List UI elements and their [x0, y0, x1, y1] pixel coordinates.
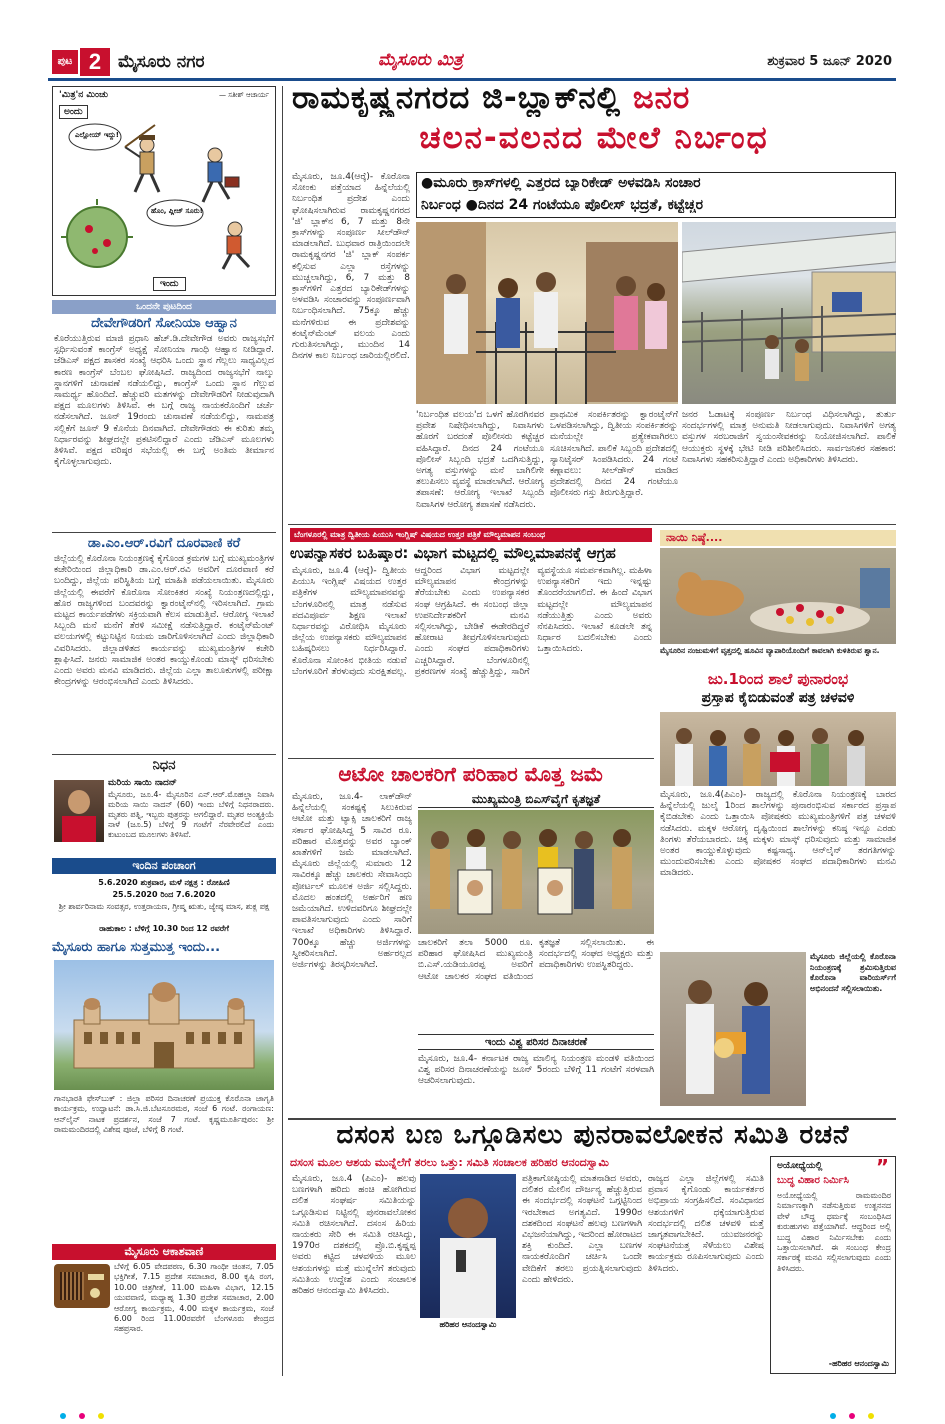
bottom-subhead: ದಸಂಸ ಮೂಲ ಆಶಯ ಮುನ್ನೆಲೆಗೆ ತರಲು ಒತ್ತು: ಸಮಿತಿ ಸಂಚಾಲಕ ಹರಿಹರ ಆನಂದಸ್ವಾಮಿ	[290, 1156, 609, 1169]
schools-caption: ಮೈಸೂರು ಜಿಲ್ಲೆಯಲ್ಲಿ ಕೊರೊನಾ ನಿಯಂತ್ರಣಕ್ಕೆ ಶ್ರಮಿಸುತ್ತಿರುವ ಕೊರೊನಾ ವಾರಿಯರ್ಸ್‍ಗೆ ಅಭಿನಂದನೆ ಸಲ್ಲಿಸಲಾಯಿತು.	[810, 952, 896, 993]
exam-kicker: ಬೆಂಗಳೂರಲ್ಲಿ ಮಾತ್ರ ದ್ವಿತೀಯ ಪಿಯುಸಿ ಇಂಗ್ಲಿಷ್ ವಿಷಯದ ಉತ್ತರ ಪತ್ರಿಕೆ ಮೌಲ್ಯಮಾಪನ ಸಂಬಂಧ	[290, 528, 652, 542]
column-rule	[282, 86, 283, 1376]
schools-body: ಮೈಸೂರು, ಜೂ.4(ಪಿಎಂ)- ರಾಜ್ಯದಲ್ಲಿ ಕೊರೊನಾ ನಿಯಂತ್ರಣಕ್ಕೆ ಬಾರದ ಹಿನ್ನೆಲೆಯಲ್ಲಿ ಜುಲೈ 1ರಿಂದ ಶಾಲೆಗಳನ್ನು ಪುನಾರಂಭಿಸುವ ಸರ್ಕಾರದ ಪ್ರಸ್ತಾಪ ಕೈಬಿಡಬೇಕು ಎಂದು ಒತ್ತಾಯಿಸಿ ಪೋಷಕರು ಮುಖ್ಯಮಂತ್ರಿಗಳಿಗೆ ಪತ್ರ ಚಳವಳಿ ನಡೆಸಿದರು. ಮಕ್ಕಳ ಆರೋಗ್ಯ ದೃಷ್ಟಿಯಿಂದ ಶಾಲೆಗಳನ್ನು ಕನಿಷ್ಠ ಇನ್ನೂ ಎರಡು ತಿಂಗಳು ತೆರೆಯಬಾರದು. ಚಿಕ್ಕ ಮಕ್ಕಳು ಮಾಸ್ಕ್ ಧರಿಸುವುದು ಮತ್ತು ಸಾಮಾಜಿಕ ಅಂತರ ಕಾಯ್ದುಕೊಳ್ಳುವುದು ಕಷ್ಟಸಾಧ್ಯ. ಆನ್‍ಲೈನ್ ತರಗತಿಗಳನ್ನು ಮುಂದುವರಿಸಬೇಕು ಎಂದು ಪೋಷಕರ ಸಂಘದ ಪದಾಧಿಕಾರಿಗಳು ಮನವಿ ಮಾಡಿದರು.	[660, 790, 896, 879]
mysore-today-body: ಗಾನಭಾರತಿ ಫೇಸ್‍ಬುಕ್ : ಜಿಲ್ಲಾ ಪರಿಸರ ದಿನಾಚರಣೆ ಪ್ರಯುಕ್ತ ಕೊರೊನಾ ಜಾಗೃತಿ ಕಾರ್ಯಕ್ರಮ, ಉದ್ಘಾಟನೆ: ಡಾ.ಸಿ.ಜಿ.ಬೆಟಸೂರಮಠ, ಸಂಜೆ 6 ಗಂಟೆ. ರಂಗಾಯಣ: ಆನ್‍ಲೈನ್ ನಾಟಕ ಪ್ರದರ್ಶನ, ಸಂಜೆ 7 ಗಂಟೆ. ಕೃಷ್ಣಮೂರ್ತಿಪುರಂ: ಶ್ರೀ ರಾಮಮಂದಿರದಲ್ಲಿ ವಿಶೇಷ ಪೂಜೆ, ಬೆಳಿಗ್ಗೆ 8 ಗಂಟೆ.	[54, 1094, 274, 1135]
schools-photo	[660, 712, 896, 786]
lead-col1: ಮೈಸೂರು, ಜೂ.4(ಆರ್‍ಕೆ)- ಕೊರೊನಾ ಸೋಂಕು ಪತ್ತೆಯಾದ ಹಿನ್ನೆಲೆಯಲ್ಲಿ ನಿರ್ಬಂಧಿತ ಪ್ರದೇಶ ಎಂದು ಘೋಷಿಸಲಾಗಿರುವ ರಾಮಕೃಷ್ಣನಗರದ 'ಜಿ' ಬ್ಲಾಕ್‍ನ 6, 7 ಮತ್ತು 8ನೇ ಕ್ರಾಸ್‍ಗಳನ್ನು ಸಂಪೂರ್ಣ ಸೀಲ್‍ಡೌನ್ ಮಾಡಲಾಗಿದೆ. ಬುಧವಾರ ರಾತ್ರಿಯಿಂದಲೇ ರಾಮಕೃಷ್ಣನಗರ 'ಜಿ' ಬ್ಲಾಕ್ ಸಂಪರ್ಕ ಕಲ್ಪಿಸುವ ಎಲ್ಲಾ ರಸ್ತೆಗಳನ್ನು ಮುಚ್ಚಲಾಗಿದ್ದು, 6, 7 ಮತ್ತು 8 ಕ್ರಾಸ್‍ಗಳಿಗೆ ಎತ್ತರದ ಬ್ಯಾರಿಕೇಡ್‍ಗಳನ್ನು ಅಳವಡಿಸಿ ಸಂಚಾರವನ್ನು ಸಂಪೂರ್ಣವಾಗಿ ನಿರ್ಬಂಧಿಸಲಾಗಿದೆ. 75ಕ್ಕೂ ಹೆಚ್ಚು ಮನೆಗಳಿರುವ ಈ ಪ್ರದೇಶವನ್ನು ಕಂಟೈನ್‍ಮೆಂಟ್ ವಲಯ ಎಂದು ಗುರುತಿಸಲಾಗಿದ್ದು, ಮುಂದಿನ 14 ದಿನಗಳ ಕಾಲ ನಿರ್ಬಂಧ ಜಾರಿಯಲ್ಲಿರಲಿದೆ.	[292, 172, 410, 362]
divider	[288, 524, 896, 525]
lead-photo-health-check	[416, 222, 678, 404]
palace-photo	[54, 960, 274, 1090]
lead-col3: ಪ್ರಾಥಮಿಕ ಸಂಪರ್ಕಿತರನ್ನು ಕ್ವಾರಂಟೈನ್‍ಗೆ ಒಳಪಡಿಸಲಾಗಿದ್ದು, ದ್ವಿತೀಯ ಸಂಪರ್ಕಿತರನ್ನು ಮನೆಯಲ್ಲೇ ಪ್ರತ್ಯೇಕವಾಗಿರಲು ಸೂಚಿಸಲಾಗಿದೆ. ಪಾಲಿಕೆ ಸಿಬ್ಬಂದಿ ಪ್ರದೇಶದಲ್ಲಿ ಸ್ಯಾನಿಟೈಸರ್ ಸಿಂಪಡಿಸಿದರು. 24 ಗಂಟೆ ಕಣ್ಗಾವಲು: ಸೀಲ್‍ಡೌನ್ ಮಾಡಿದ ಪ್ರದೇಶದಲ್ಲಿ ದಿನದ 24 ಗಂಟೆಯೂ ಪೊಲೀಸರು ಗಸ್ತು ತಿರುಗುತ್ತಿದ್ದಾರೆ.	[550, 410, 678, 499]
registration-marks	[830, 1404, 890, 1412]
panchanga-line1: 5.6.2020 ಶುಕ್ರವಾರ, ಮಳೆ ನಕ್ಷತ್ರ : ರೋಹಿಣಿ	[98, 878, 230, 887]
dog-caption: ಮೈಸೂರಿನ ನಂಜುಮಳಿಗೆ ವೃತ್ತದಲ್ಲಿ ಹೂವಿನ ವ್ಯಾಪಾರಿಯೊಂದಿಗೆ ಕಾವಲಾಗಿ ಕುಳಿತಿರುವ ಶ್ವಾನ.	[660, 646, 880, 655]
bottom-col3: ರಾಜ್ಯದ ಎಲ್ಲಾ ಜಿಲ್ಲೆಗಳಲ್ಲಿ ಸಮಿತಿ ಪ್ರವಾಸ ಕೈಗೊಂಡು ಕಾರ್ಯಕರ್ತರ ಅಭಿಪ್ರಾಯ ಸಂಗ್ರಹಿಸಲಿದೆ. ಸಂವಿಧಾನದ ಆಶಯಗಳಿಗೆ ಧಕ್ಕೆಯಾಗುತ್ತಿರುವ ಸಂದರ್ಭದಲ್ಲಿ ದಲಿತ ಚಳವಳಿ ಮತ್ತೆ ಜಾಗೃತವಾಗಬೇಕಿದೆ. ಯುವಜನರನ್ನು ಸಂಘಟನೆಯತ್ತ ಸೆಳೆಯಲು ವಿಶೇಷ ಕಾರ್ಯಕ್ರಮ ರೂಪಿಸಲಾಗುವುದು ಎಂದು ತಿಳಿಸಿದರು.	[648, 1174, 764, 1274]
ayodhya-byline: -ಹರಿಹರ ಆನಂದಸ್ವಾಮಿ	[828, 1359, 889, 1368]
continued-band: ಒಂದನೇ ಪುಟದಿಂದ	[52, 300, 276, 314]
ayodhya-box	[770, 1156, 896, 1374]
story1-headline: ದೇವೇಗೌಡರಿಗೆ ಸೋನಿಯಾ ಆಹ್ವಾನ	[91, 316, 237, 331]
radio-body: ಬೆಳಿಗ್ಗೆ 6.05 ವೇದಪಠಣ, 6.30 ಗಾಂಧೀ ಚಿಂತನ, 7.05 ಭಕ್ತಿಗೀತೆ, 7.15 ಪ್ರದೇಶ ಸಮಾಚಾರ, 8.00 ಕೃಷಿ ರಂಗ, 10.00 ಚಿತ್ರಗೀತೆ, 11.00 ಮಹಿಳಾ ವಿಭಾಗ, 12.15 ಯುವವಾಣಿ, ಮಧ್ಯಾಹ್ನ 1.30 ಪ್ರದೇಶ ಸಮಾಚಾರ, 2.00 ಆರೋಗ್ಯ ಕಾರ್ಯಕ್ರಮ, 4.00 ಮಕ್ಕಳ ಕಾರ್ಯಕ್ರಮ, ಸಂಜೆ 6.00 ರಿಂದ 11.00ರವರೆಗೆ ಬೆಂಗಳೂರು ಕೇಂದ್ರದ ಸಹಪ್ರಸಾರ.	[114, 1262, 274, 1334]
lead-col4: ಜನರ ಓಡಾಟಕ್ಕೆ ಸಂಪೂರ್ಣ ನಿರ್ಬಂಧ ವಿಧಿಸಲಾಗಿದ್ದು, ತುರ್ತು ಸಂದರ್ಭಗಳಲ್ಲಿ ಮಾತ್ರ ಅನುಮತಿ ನೀಡಲಾಗುವುದು. ನಿವಾಸಿಗಳಿಗೆ ಅಗತ್ಯ ವಸ್ತುಗಳ ಸರಬರಾಜಿಗೆ ಸ್ವಯಂಸೇವಕರನ್ನು ನಿಯೋಜಿಸಲಾಗಿದೆ. ಪಾಲಿಕೆ ಆಯುಕ್ತರು ಸ್ಥಳಕ್ಕೆ ಭೇಟಿ ನೀಡಿ ಪರಿಶೀಲಿಸಿದರು. ಸಾರ್ವಜನಿಕರ ಸಹಕಾರ: ನಿವಾಸಿಗಳು ಸಹಕರಿಸುತ್ತಿದ್ದಾರೆ ಎಂದು ಅಧಿಕಾರಿಗಳು ತಿಳಿಸಿದರು.	[682, 410, 896, 465]
exam-headline: ಉಪನ್ಯಾಸಕರ ಬಹಿಷ್ಕಾರ: ವಿಭಾಗ ಮಟ್ಟದಲ್ಲಿ ಮೌಲ್ಯಮಾಪನಕ್ಕೆ ಆಗ್ರಹ	[290, 544, 616, 562]
auto-headline: ಆಟೋ ಚಾಲಕರಿಗೆ ಪರಿಹಾರ ಮೊತ್ತ ಜಮೆ	[338, 762, 604, 786]
cartoon-bubble-1: ಎಲ್ಲೋಯ್ ಇದ್ದು!	[75, 131, 119, 139]
paper-name: ಮೈಸೂರು ಮಿತ್ರ	[378, 50, 463, 70]
auto-body: ಮೈಸೂರು, ಜೂ.4- ಲಾಕ್‍ಡೌನ್ ಹಿನ್ನೆಲೆಯಲ್ಲಿ ಸಂಕಷ್ಟಕ್ಕೆ ಸಿಲುಕಿರುವ ಆಟೋ ಮತ್ತು ಟ್ಯಾಕ್ಸಿ ಚಾಲಕರಿಗೆ ರಾಜ್ಯ ಸರ್ಕಾರ ಘೋಷಿಸಿದ್ದ 5 ಸಾವಿರ ರೂ. ಪರಿಹಾರ ಮೊತ್ತವನ್ನು ಅವರ ಬ್ಯಾಂಕ್ ಖಾತೆಗಳಿಗೆ ಜಮೆ ಮಾಡಲಾಗಿದೆ. ಮೈಸೂರು ಜಿಲ್ಲೆಯಲ್ಲಿ ಸುಮಾರು 12 ಸಾವಿರಕ್ಕೂ ಹೆಚ್ಚು ಚಾಲಕರು ಸೇವಾಸಿಂಧು ಪೋರ್ಟಲ್ ಮೂಲಕ ಅರ್ಜಿ ಸಲ್ಲಿಸಿದ್ದರು. ಮೊದಲ ಹಂತದಲ್ಲಿ ಅರ್ಹರಿಗೆ ಹಣ ಜಮೆಯಾಗಿದೆ. ಉಳಿದವರಿಗೂ ಶೀಘ್ರದಲ್ಲೇ ಪಾವತಿಸಲಾಗುವುದು ಎಂದು ಸಾರಿಗೆ ಇಲಾಖೆ ಅಧಿಕಾರಿಗಳು ತಿಳಿಸಿದ್ದಾರೆ. 700ಕ್ಕೂ ಹೆಚ್ಚು ಅರ್ಜಿಗಳನ್ನು ಸ್ವೀಕರಿಸಲಾಗಿದೆ. ಅರ್ಹರಲ್ಲದ ಅರ್ಜಿಗಳನ್ನು ತಿರಸ್ಕರಿಸಲಾಗಿದೆ.	[292, 792, 412, 971]
story2-headline: ಡಾ.ಎಂ.ಆರ್.ರವಿಗೆ ದೂರವಾಣಿ ಕರೆ	[87, 536, 241, 551]
bottom-photo-caption: ಹರಿಹರ ಆನಂದಸ್ವಾಮಿ	[439, 1320, 497, 1329]
registration-marks	[60, 1404, 120, 1412]
obituary-name: ಮರಿಯ ಸಾಯಿ ನಾದನ್	[108, 778, 177, 788]
story1-body: ಕೊರೆಯುತ್ತಿರುವ ಮಾಜಿ ಪ್ರಧಾನಿ ಹೆಚ್.ಡಿ.ದೇವೇಗೌಡ ಅವರು ರಾಜ್ಯಸಭೆಗೆ ಸ್ಪರ್ಧಿಸುವಂತೆ ಕಾಂಗ್ರೆಸ್ ಅಧ್ಯಕ್ಷೆ ಸೋನಿಯಾ ಗಾಂಧಿ ಆಹ್ವಾನ ನೀಡಿದ್ದಾರೆ. ಜೆಡಿಎಸ್ ಪಕ್ಷದ ಶಾಸಕರ ಸಂಖ್ಯೆ ಆಧರಿಸಿ ಒಂದು ಸ್ಥಾನ ಗೆಲ್ಲಲು ಸಾಧ್ಯವಿಲ್ಲದ ಕಾರಣ ಕಾಂಗ್ರೆಸ್ ಬೆಂಬಲ ಘೋಷಿಸಿದೆ. ರಾಜ್ಯದಿಂದ ರಾಜ್ಯಸಭೆಗೆ ನಾಲ್ಕು ಸ್ಥಾನಗಳಿಗೆ ಚುನಾವಣೆ ನಡೆಯಲಿದ್ದು, ಕಾಂಗ್ರೆಸ್ ಒಂದು ಸ್ಥಾನ ಗೆಲ್ಲುವ ಸಾಮರ್ಥ್ಯ ಹೊಂದಿದೆ. ಹೆಚ್ಚುವರಿ ಮತಗಳನ್ನು ದೇವೇಗೌಡರಿಗೆ ನೀಡುವುದಾಗಿ ಪಕ್ಷದ ಮೂಲಗಳು ತಿಳಿಸಿವೆ. ಈ ಬಗ್ಗೆ ರಾಜ್ಯ ನಾಯಕರೊಂದಿಗೆ ಚರ್ಚೆ ನಡೆಸಲಾಗಿದೆ. ಜೂನ್ 19ರಂದು ಚುನಾವಣೆ ನಡೆಯಲಿದ್ದು, ನಾಮಪತ್ರ ಸಲ್ಲಿಕೆಗೆ ಜೂನ್ 9 ಕೊನೆಯ ದಿನವಾಗಿದೆ. ದೇವೇಗೌಡರು ಈ ಕುರಿತು ತಮ್ಮ ನಿರ್ಧಾರವನ್ನು ಶೀಘ್ರದಲ್ಲೇ ಪ್ರಕಟಿಸಲಿದ್ದಾರೆ ಎಂದು ಜೆಡಿಎಸ್ ಮೂಲಗಳು ತಿಳಿಸಿವೆ. ಪಕ್ಷದ ವರಿಷ್ಠರ ಸಭೆಯಲ್ಲಿ ಈ ಬಗ್ಗೆ ಅಂತಿಮ ತೀರ್ಮಾನ ಕೈಗೊಳ್ಳಲಾಗುವುದು.	[54, 334, 274, 468]
masthead	[48, 48, 896, 78]
auto-thanks-banner: ಮುಖ್ಯಮಂತ್ರಿ ಬಿಎಸ್‍ವೈಗೆ ಕೃತಜ್ಞತೆ	[418, 790, 654, 808]
cartoon-artist: — ಸತೀಶ್ ಆಚಾರ್ಯ	[219, 91, 269, 99]
radio-band: ಮೈಸೂರು ಆಕಾಶವಾಣಿ	[52, 1244, 276, 1260]
cartoon-drawing	[55, 117, 273, 277]
dog-headline: ನಾಯಿ ನಿಷ್ಠೆ....	[660, 530, 896, 546]
lead-headline-1-red: ಜನರ	[632, 80, 691, 116]
panchanga-rahu: ರಾಹುಕಾಲ : ಬೆಳಿಗ್ಗೆ 10.30 ರಿಂದ 12 ರವರೆಗೆ	[99, 924, 229, 933]
lead-headline-2: ಚಲನ-ವಲನದ ಮೇಲೆ ನಿರ್ಬಂಧ	[419, 120, 769, 156]
obituary-body: ಮೈಸೂರು, ಜೂ.4- ಮೈಸೂರಿನ ಎನ್.ಆರ್.ಮೊಹಲ್ಲಾ ನಿವಾಸಿ ಮರಿಯ ಸಾಯಿ ನಾದನ್ (60) ಇಂದು ಬೆಳಿಗ್ಗೆ ನಿಧನರಾದರು. ಮೃತರು ಪತ್ನಿ, ಇಬ್ಬರು ಪುತ್ರರನ್ನು ಅಗಲಿದ್ದಾರೆ. ಮೃತರ ಅಂತ್ಯಕ್ರಿಯೆ ನಾಳೆ (ಜೂ.5) ಬೆಳಿಗ್ಗೆ 9 ಗಂಟೆಗೆ ನೆರವೇರಲಿದೆ ಎಂದು ಕುಟುಂಬದ ಮೂಲಗಳು ತಿಳಿಸಿವೆ.	[108, 790, 274, 839]
panchanga-line2: 25.5.2020 ರಿಂದ 7.6.2020	[112, 890, 216, 899]
lead-headline-1-text: ರಾಮಕೃಷ್ಣನಗರದ ಜಿ-ಬ್ಲಾಕ್‍ನಲ್ಲಿ	[292, 80, 622, 116]
mysore-today-title: ಮೈಸೂರು ಹಾಗೂ ಸುತ್ತಮುತ್ತ ಇಂದು...	[52, 940, 221, 955]
panchanga-band: ಇಂದಿನ ಪಂಚಾಂಗ	[52, 858, 276, 874]
cartoon-tag-bottom: ಇಂದು	[153, 277, 186, 291]
bottom-portrait	[420, 1174, 516, 1318]
radio-photo	[54, 1264, 110, 1308]
lead-photo-barricade	[682, 222, 896, 404]
lead-deck	[416, 172, 896, 218]
auto-thanks-photo	[418, 810, 654, 934]
divider	[288, 758, 654, 759]
ayodhya-quote-icon: ”	[875, 1155, 889, 1179]
divider	[52, 754, 276, 755]
cartoon-bubble-2: ಹೊಂ, ಪ್ಲೀಜ್ ಸೂರು!	[151, 207, 203, 215]
cartoon-tag-top: ಅಂದು	[59, 105, 88, 119]
obituary-section: ನಿಧನ	[152, 758, 176, 773]
page-number: 2	[80, 48, 110, 76]
cartoon-title: 'ಮಿತ್ರ'ನ ಮಿಂಚು	[59, 90, 109, 100]
auto-env-banner: ಇಂದು ವಿಶ್ವ ಪರಿಸರ ದಿನಾಚರಣೆ	[418, 1034, 654, 1050]
auto-thanks-body: ಚಾಲಕರಿಗೆ ತಲಾ 5000 ರೂ. ಪರಿಹಾರ ಘೋಷಿಸಿದ ಮುಖ್ಯಮಂತ್ರಿ ಬಿ.ಎಸ್.ಯಡಿಯೂರಪ್ಪ ಅವರಿಗೆ ಆಟೋ ಚಾಲಕರ ಸಂಘದ ವತಿಯಿಂದ ಕೃತಜ್ಞತೆ ಸಲ್ಲಿಸಲಾಯಿತು. ಈ ಸಂದರ್ಭದಲ್ಲಿ ಸಂಘದ ಅಧ್ಯಕ್ಷರು ಮತ್ತು ಪದಾಧಿಕಾರಿಗಳು ಉಪಸ್ಥಿತರಿದ್ದರು.	[418, 938, 654, 982]
lead-headline-1	[292, 80, 896, 117]
dog-photo	[660, 548, 896, 644]
obituary-photo	[54, 780, 104, 842]
cartoon-panel	[52, 86, 276, 296]
schools-headline-1: ಜು.1ರಿಂದ ಶಾಲೆ ಪುನಾರಂಭ	[707, 670, 849, 688]
ayodhya-kicker: ಅಯೋಧ್ಯೆಯಲ್ಲಿ	[777, 1161, 823, 1171]
lead-deck-line1: ●ಮೂರು ಕ್ರಾಸ್‍ಗಳಲ್ಲಿ ಎತ್ತರದ ಬ್ಯಾರಿಕೇಡ್ ಅಳವಡಿಸಿ ಸಂಚಾರ	[421, 175, 701, 191]
ayodhya-body: ಅಯೋಧ್ಯೆಯಲ್ಲಿ ರಾಮಮಂದಿರ ನಿರ್ಮಾಣಕ್ಕಾಗಿ ನಡೆಸುತ್ತಿರುವ ಉತ್ಖನನದ ವೇಳೆ ಬೌದ್ಧ ಧರ್ಮಕ್ಕೆ ಸಂಬಂಧಿಸಿದ ಕುರುಹುಗಳು ಪತ್ತೆಯಾಗಿವೆ. ಆದ್ದರಿಂದ ಅಲ್ಲಿ ಬುದ್ಧ ವಿಹಾರ ನಿರ್ಮಿಸಬೇಕು ಎಂದು ಒತ್ತಾಯಿಸಲಾಗಿದೆ. ಈ ಸಂಬಂಧ ಕೇಂದ್ರ ಸರ್ಕಾರಕ್ಕೆ ಮನವಿ ಸಲ್ಲಿಸಲಾಗುವುದು ಎಂದು ತಿಳಿಸಿದರು.	[777, 1191, 891, 1273]
bottom-col2: ಪತ್ರಿಕಾಗೋಷ್ಠಿಯಲ್ಲಿ ಮಾತನಾಡಿದ ಅವರು, ದಲಿತರ ಮೇಲಿನ ದೌರ್ಜನ್ಯ ಹೆಚ್ಚುತ್ತಿರುವ ಈ ಸಂದರ್ಭದಲ್ಲಿ ಸಂಘಟನೆ ಒಗ್ಗಟ್ಟಿನಿಂದ ಇರಬೇಕಾದ ಅಗತ್ಯವಿದೆ. 1990ರ ದಶಕದಿಂದ ಸಂಘಟನೆ ಹಲವು ಬಣಗಳಾಗಿ ವಿಭಜನೆಯಾಗಿದ್ದು, ಇದರಿಂದ ಹೋರಾಟದ ಶಕ್ತಿ ಕುಂದಿದೆ. ಎಲ್ಲಾ ಬಣಗಳ ನಾಯಕರೊಂದಿಗೆ ಚರ್ಚಿಸಿ ಒಂದೇ ವೇದಿಕೆಗೆ ತರಲು ಪ್ರಯತ್ನಿಸಲಾಗುವುದು ಎಂದು ಹೇಳಿದರು.	[522, 1174, 642, 1285]
auto-env-body: ಮೈಸೂರು, ಜೂ.4- ಕರ್ನಾಟಕ ರಾಜ್ಯ ಮಾಲಿನ್ಯ ನಿಯಂತ್ರಣ ಮಂಡಳಿ ವತಿಯಿಂದ ವಿಶ್ವ ಪರಿಸರ ದಿನಾಚರಣೆಯನ್ನು ಜೂನ್ 5ರಂದು ಬೆಳಿಗ್ಗೆ 11 ಗಂಟೆಗೆ ಸರಳವಾಗಿ ಆಚರಿಸಲಾಗುವುದು.	[418, 1054, 654, 1087]
bottom-col1: ಮೈಸೂರು, ಜೂ.4 (ಪಿಎಂ)- ಹಲವು ಬಣಗಳಾಗಿ ಹರಿದು ಹಂಚಿ ಹೋಗಿರುವ ದಲಿತ ಸಂಘರ್ಷ ಸಮಿತಿಯನ್ನು ಒಗ್ಗೂಡಿಸುವ ನಿಟ್ಟಿನಲ್ಲಿ ಪುನರಾವಲೋಕನ ಸಮಿತಿ ರಚಿಸಲಾಗಿದೆ. ದಸಂಸ ಹಿರಿಯ ನಾಯಕರು ಸೇರಿ ಈ ಸಮಿತಿ ರಚಿಸಿದ್ದು, 1970ರ ದಶಕದಲ್ಲಿ ಪ್ರೊ.ಬಿ.ಕೃಷ್ಣಪ್ಪ ಅವರು ಕಟ್ಟಿದ ಚಳವಳಿಯ ಮೂಲ ಆಶಯಗಳನ್ನು ಮತ್ತೆ ಮುನ್ನೆಲೆಗೆ ತರುವುದು ಸಮಿತಿಯ ಉದ್ದೇಶ ಎಂದು ಸಂಚಾಲಕ ಹರಿಹರ ಆನಂದಸ್ವಾಮಿ ತಿಳಿಸಿದರು.	[292, 1174, 416, 1297]
panchanga-body: ಶ್ರೀ ಶಾರ್ವರಿನಾಮ ಸಂವತ್ಸರ, ಉತ್ತರಾಯಣ, ಗ್ರೀಷ್ಮ ಋತು, ಜ್ಯೇಷ್ಠ ಮಾಸ, ಶುಕ್ಲ ಪಕ್ಷ	[58, 902, 270, 911]
page-label-box: ಪುಟ	[52, 50, 78, 74]
exam-body: ಮೈಸೂರು, ಜೂ.4 (ಆರ್‍ಕೆ)- ದ್ವಿತೀಯ ಪಿಯುಸಿ ಇಂಗ್ಲಿಷ್ ವಿಷಯದ ಉತ್ತರ ಪತ್ರಿಕೆಗಳ ಮೌಲ್ಯಮಾಪನವನ್ನು ಬೆಂಗಳೂರಿನಲ್ಲಿ ಮಾತ್ರ ನಡೆಸುವ ಪದವಿಪೂರ್ವ ಶಿಕ್ಷಣ ಇಲಾಖೆ ನಿರ್ಧಾರವನ್ನು ವಿರೋಧಿಸಿ ಮೈಸೂರು ಜಿಲ್ಲೆಯ ಉಪನ್ಯಾಸಕರು ಮೌಲ್ಯಮಾಪನ ಬಹಿಷ್ಕರಿಸಲು ನಿರ್ಧರಿಸಿದ್ದಾರೆ. ಕೊರೊನಾ ಸೋಂಕಿನ ಭೀತಿಯ ನಡುವೆ ಬೆಂಗಳೂರಿಗೆ ತೆರಳುವುದು ಸುರಕ್ಷಿತವಲ್ಲ. ಆದ್ದರಿಂದ ವಿಭಾಗ ಮಟ್ಟದಲ್ಲೇ ಮೌಲ್ಯಮಾಪನ ಕೇಂದ್ರಗಳನ್ನು ತೆರೆಯಬೇಕು ಎಂದು ಉಪನ್ಯಾಸಕರ ಸಂಘ ಆಗ್ರಹಿಸಿದೆ. ಈ ಸಂಬಂಧ ಜಿಲ್ಲಾ ಉಪನಿರ್ದೇಶಕರಿಗೆ ಮನವಿ ಸಲ್ಲಿಸಲಾಗಿದ್ದು, ಬೇಡಿಕೆ ಈಡೇರದಿದ್ದರೆ ಹೋರಾಟ ತೀವ್ರಗೊಳಿಸಲಾಗುವುದು ಎಂದು ಸಂಘದ ಪದಾಧಿಕಾರಿಗಳು ಎಚ್ಚರಿಸಿದ್ದಾರೆ. ಬೆಂಗಳೂರಿನಲ್ಲಿ ಪ್ರಕರಣಗಳ ಸಂಖ್ಯೆ ಹೆಚ್ಚುತ್ತಿದ್ದು, ಸಾರಿಗೆ ವ್ಯವಸ್ಥೆಯೂ ಸಮರ್ಪಕವಾಗಿಲ್ಲ. ಮಹಿಳಾ ಉಪನ್ಯಾಸಕರಿಗೆ ಇದು ಇನ್ನಷ್ಟು ತೊಂದರೆಯಾಗಲಿದೆ. ಈ ಹಿಂದೆ ವಿಭಾಗ ಮಟ್ಟದಲ್ಲೇ ಮೌಲ್ಯಮಾಪನ ನಡೆಯುತ್ತಿತ್ತು ಎಂದು ಅವರು ನೆನಪಿಸಿದರು. ಇಲಾಖೆ ಕೂಡಲೇ ತನ್ನ ನಿರ್ಧಾರ ಬದಲಿಸಬೇಕು ಎಂದು ಒತ್ತಾಯಿಸಿದರು.	[292, 566, 652, 677]
lead-deck-line2: ನಿರ್ಬಂಧ ●ದಿನದ 24 ಗಂಟೆಯೂ ಪೊಲೀಸ್ ಭದ್ರತೆ, ಕಟ್ಟೆಚ್ಚರ	[421, 197, 704, 213]
divider	[52, 532, 276, 533]
ayodhya-headline: ಬುದ್ಧ ವಿಹಾರ ನಿರ್ಮಿಸಿ	[777, 1175, 849, 1186]
schools-headline-2: ಪ್ರಸ್ತಾಪ ಕೈಬಿಡುವಂತೆ ಪತ್ರ ಚಳವಳಿ	[701, 690, 855, 706]
warriors-photo	[660, 952, 806, 1106]
section-name: ಮೈಸೂರು ನಗರ	[118, 52, 205, 72]
lead-col2: 'ನಿರ್ಬಂಧಿತ ವಲಯ'ದ ಒಳಗೆ ಹೊರಗಿನವರ ಪ್ರವೇಶ ನಿಷೇಧಿಸಲಾಗಿದ್ದು, ನಿವಾಸಿಗಳು ಹೊರಗೆ ಬರದಂತೆ ಪೊಲೀಸರು ಕಟ್ಟೆಚ್ಚರ ವಹಿಸಿದ್ದಾರೆ. ದಿನದ 24 ಗಂಟೆಯೂ ಪೊಲೀಸ್ ಸಿಬ್ಬಂದಿ ಭದ್ರತೆ ಒದಗಿಸುತ್ತಿದ್ದು, ಅಗತ್ಯ ವಸ್ತುಗಳನ್ನು ಮನೆ ಬಾಗಿಲಿಗೇ ತಲುಪಿಸಲು ವ್ಯವಸ್ಥೆ ಮಾಡಲಾಗಿದೆ. ಆರೋಗ್ಯ ತಪಾಸಣೆ: ಆರೋಗ್ಯ ಇಲಾಖೆ ಸಿಬ್ಬಂದಿ ನಿವಾಸಿಗಳ ಆರೋಗ್ಯ ತಪಾಸಣೆ ನಡೆಸಿದರು.	[416, 410, 544, 510]
bottom-headline: ದಸಂಸ ಬಣ ಒಗ್ಗೂಡಿಸಲು ಪುನರಾವಲೋಕನ ಸಮಿತಿ ರಚನೆ	[336, 1120, 850, 1150]
story2-body: ಜಿಲ್ಲೆಯಲ್ಲಿ ಕೊರೊನಾ ನಿಯಂತ್ರಣಕ್ಕೆ ಕೈಗೊಂಡ ಕ್ರಮಗಳ ಬಗ್ಗೆ ಮುಖ್ಯಮಂತ್ರಿಗಳ ಕಚೇರಿಯಿಂದ ಜಿಲ್ಲಾಧಿಕಾರಿ ಡಾ.ಎಂ.ಆರ್.ರವಿ ಅವರಿಗೆ ದೂರವಾಣಿ ಕರೆ ಬಂದಿದ್ದು, ಜಿಲ್ಲೆಯ ಪರಿಸ್ಥಿತಿಯ ಬಗ್ಗೆ ಮಾಹಿತಿ ಪಡೆಯಲಾಯಿತು. ಮೈಸೂರು ಜಿಲ್ಲೆಯಲ್ಲಿ ಈವರೆಗೆ ಕೊರೊನಾ ಸೋಂಕಿತರ ಸಂಖ್ಯೆ ನಿಯಂತ್ರಣದಲ್ಲಿದ್ದು, ಹೊರ ರಾಜ್ಯಗಳಿಂದ ಬಂದವರನ್ನು ಕ್ವಾರಂಟೈನ್‍ನಲ್ಲಿ ಇರಿಸಲಾಗಿದೆ. ಗ್ರಾಮ ಮಟ್ಟದ ಕಾರ್ಯಪಡೆಗಳು ಸಕ್ರಿಯವಾಗಿ ಕೆಲಸ ಮಾಡುತ್ತಿವೆ. ಆರೋಗ್ಯ ಇಲಾಖೆ ಸಿಬ್ಬಂದಿ ಮನೆ ಮನೆಗೆ ತೆರಳಿ ಸಮೀಕ್ಷೆ ನಡೆಸುತ್ತಿದ್ದಾರೆ. ಕಂಟೈನ್‍ಮೆಂಟ್ ವಲಯಗಳಲ್ಲಿ ಕಟ್ಟುನಿಟ್ಟಿನ ನಿಯಮ ಜಾರಿಗೊಳಿಸಲಾಗಿದೆ ಎಂದು ಜಿಲ್ಲಾಧಿಕಾರಿ ವಿವರಿಸಿದರು. ಜಿಲ್ಲಾಡಳಿತದ ಕಾರ್ಯವನ್ನು ಮುಖ್ಯಮಂತ್ರಿಗಳ ಕಚೇರಿ ಶ್ಲಾಘಿಸಿದೆ. ಜನರು ಸಾಮಾಜಿಕ ಅಂತರ ಕಾಯ್ದುಕೊಂಡು ಮಾಸ್ಕ್ ಧರಿಸಬೇಕು ಎಂದು ಅವರು ಮನವಿ ಮಾಡಿದರು. ಜಿಲ್ಲೆಯ ಎಲ್ಲಾ ತಾಲೂಕುಗಳಲ್ಲಿ ಪರೀಕ್ಷಾ ಕೇಂದ್ರಗಳನ್ನು ಆರಂಭಿಸಲಾಗಿದೆ ಎಂದು ತಿಳಿಸಿದರು.	[54, 554, 274, 688]
issue-date: ಶುಕ್ರವಾರ 5 ಜೂನ್ 2020	[767, 54, 892, 69]
